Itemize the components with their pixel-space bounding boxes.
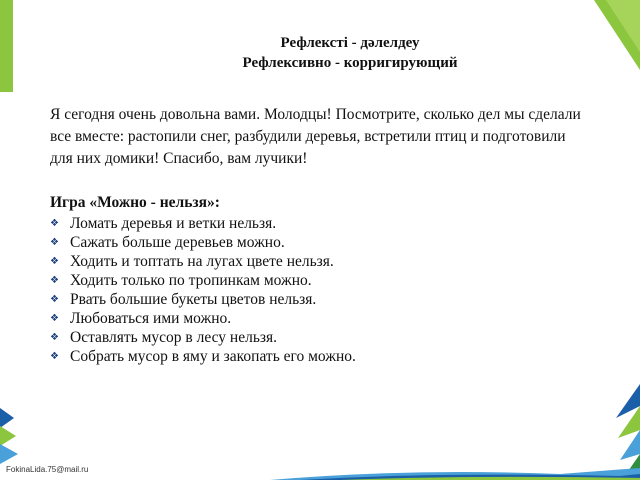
slide-title-line-2: Рефлексивно - корригирующий: [242, 55, 458, 71]
rule-text: Сажать больше деревьев можно.: [70, 234, 285, 251]
rule-text: Ломать деревья и ветки нельзя.: [70, 215, 277, 232]
diamond-bullet-icon: ❖: [50, 332, 59, 343]
rule-text: Ходить и топтать на лугах цвете нельзя.: [70, 253, 334, 270]
diamond-bullet-icon: ❖: [50, 275, 59, 286]
rule-item: [50, 309, 590, 328]
rule-item: [50, 347, 590, 366]
bottom-wave-decoration: [0, 464, 640, 480]
rule-item: [50, 233, 590, 252]
diamond-bullet-icon: ❖: [50, 237, 59, 248]
game-title: Игра «Можно - нельзя»:: [50, 194, 220, 211]
diamond-bullet-icon: ❖: [50, 256, 59, 267]
top-right-decoration: [594, 0, 640, 70]
rule-text: Оставлять мусор в лесу нельзя.: [70, 329, 278, 346]
rule-text: Любоваться ими можно.: [70, 310, 232, 327]
rule-item: [50, 290, 590, 309]
bottom-left-decoration: [0, 408, 22, 468]
rule-text: Собрать мусор в яму и закопать его можно.: [70, 348, 356, 365]
left-green-bar: [0, 0, 13, 92]
rule-item: [50, 214, 590, 233]
rule-item: [50, 252, 590, 271]
rule-text: Рвать большие букеты цветов нельзя.: [70, 291, 317, 308]
rules-list: [50, 214, 590, 366]
diamond-bullet-icon: ❖: [50, 313, 59, 324]
slide-title-line-1: Рефлексті - дәлелдеу: [280, 35, 420, 51]
intro-paragraph: Я сегодня очень довольна вами. Молодцы! Посмотрите, сколько дел мы сделали все вместе: растопили снег, разбудили деревья, встретили птиц и подготовили для них домики! Спасибо, вам лучики!: [50, 106, 581, 167]
rule-item: [50, 271, 590, 290]
footer-email: FokinaLida.75@mail.ru: [6, 465, 89, 474]
rule-text: Ходить только по тропинкам можно.: [70, 272, 312, 289]
diamond-bullet-icon: ❖: [50, 294, 59, 305]
diamond-bullet-icon: ❖: [50, 218, 59, 229]
rule-item: [50, 328, 590, 347]
diamond-bullet-icon: ❖: [50, 351, 59, 362]
slide-content: [50, 104, 590, 366]
